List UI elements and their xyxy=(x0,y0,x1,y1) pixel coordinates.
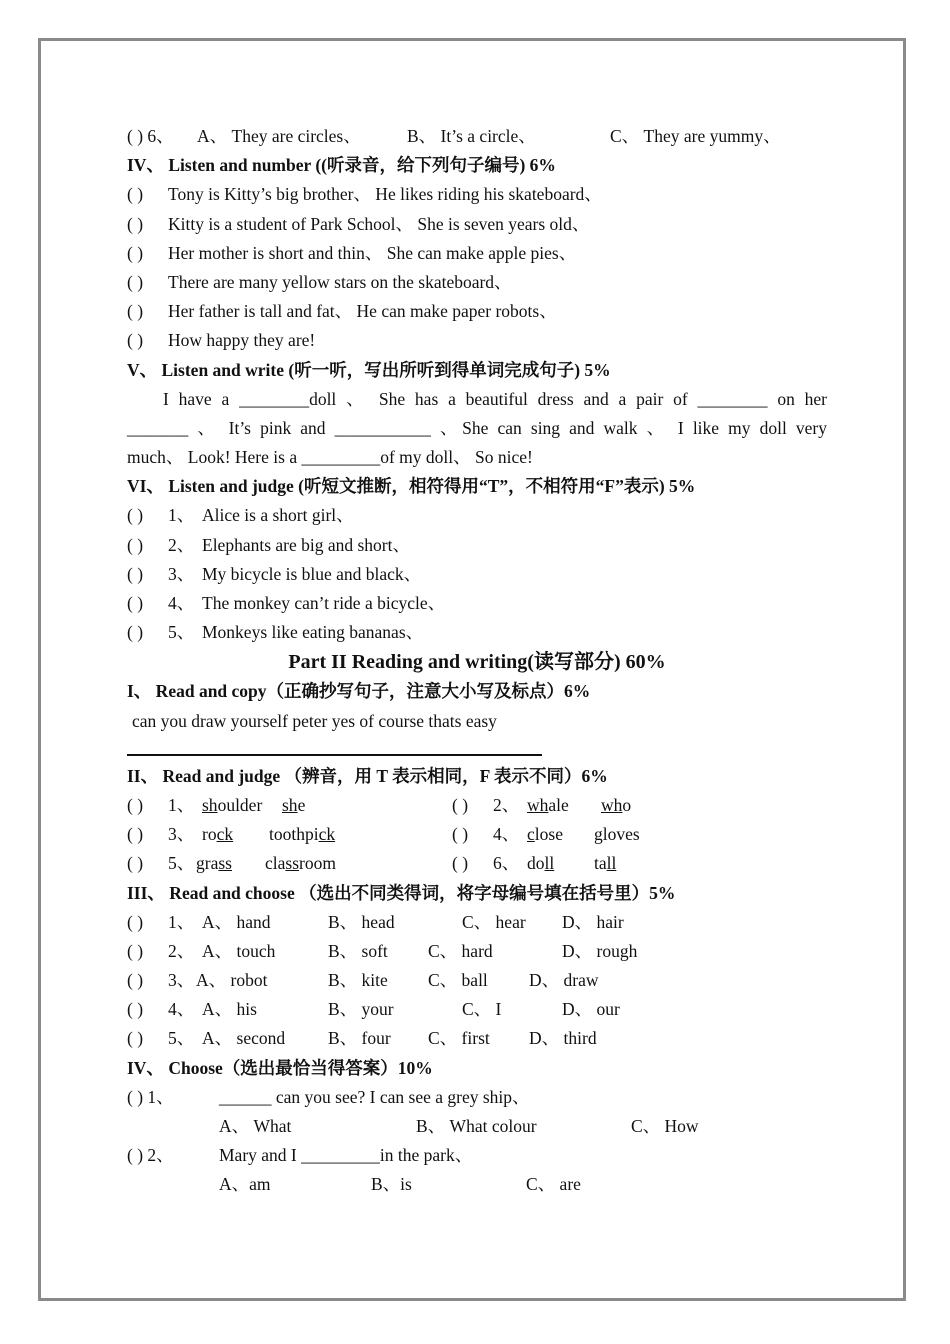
option-a: A、 They are circles、 xyxy=(197,126,361,146)
answer-paren: ( ) xyxy=(127,242,144,263)
question-text: ______ can you see? I can see a grey ship、 xyxy=(219,1086,530,1107)
item-text: Her mother is short and thin、 She can make apple pies、 xyxy=(168,242,577,263)
item-text: Tony is Kitty’s big brother、 He likes riding his skateboard、 xyxy=(168,184,602,205)
word-part: o xyxy=(622,794,632,815)
option-d: D、 rough xyxy=(562,940,638,961)
item-number: 4、 xyxy=(493,824,520,845)
option-c: C、 hard xyxy=(428,940,493,961)
item-text: Kitty is a student of Park School、 She is seven years old、 xyxy=(168,213,590,234)
option-a: A、 hand xyxy=(202,911,271,932)
word-part: loves xyxy=(602,824,640,845)
item-number: 3、 xyxy=(168,970,195,991)
option-d: D、 hair xyxy=(562,911,624,932)
list-item xyxy=(127,531,827,560)
option-b: B、 kite xyxy=(328,970,388,991)
question-row xyxy=(127,1083,827,1112)
word-part: gra xyxy=(196,853,219,874)
option-b: B、 head xyxy=(328,911,395,932)
answer-paren: ( ) xyxy=(452,794,469,815)
option-a: A、 What xyxy=(219,1116,292,1136)
option-b: B、is xyxy=(371,1174,412,1195)
word-2 xyxy=(594,820,640,849)
section-title-read-choose: III、 Read and choose （选出不同类得词，将字母编号填在括号里）5% xyxy=(127,882,676,903)
option-c: C、 ball xyxy=(428,970,488,991)
list-item xyxy=(127,589,827,618)
section-title-listen-judge: VI、 Listen and judge (听短文推断，相符得用“T”，不相符用“F”表示) 5% xyxy=(127,476,696,497)
section-title-listen-number: IV、 Listen and number ((听录音，给下列句子编号) 6% xyxy=(127,155,556,176)
table-row xyxy=(127,1024,827,1053)
answer-paren: ( ) 2、 xyxy=(127,1145,174,1166)
worksheet-content xyxy=(127,122,827,1200)
word-2 xyxy=(269,820,335,849)
word-part: cla xyxy=(265,853,286,874)
table-row xyxy=(127,908,827,937)
underlined-letters: sh xyxy=(202,794,218,815)
word-2 xyxy=(594,849,616,878)
word-2 xyxy=(601,791,631,820)
item-number: 1、 xyxy=(168,505,195,526)
question-row xyxy=(127,1141,827,1170)
underlined-letters: wh xyxy=(527,794,549,815)
answer-paren: ( ) xyxy=(452,853,469,874)
writing-line xyxy=(127,736,827,762)
underlined-letters: ck xyxy=(318,824,336,845)
section-title-read-copy: I、 Read and copy（正确抄写句子，注意大小写及标点）6% xyxy=(127,681,591,702)
list-item xyxy=(127,180,827,209)
item-number: 1、 xyxy=(168,794,195,815)
option-d: D、 draw xyxy=(529,970,599,991)
list-item xyxy=(127,560,827,589)
word-part: ale xyxy=(548,794,569,815)
answer-paren: ( ) xyxy=(127,824,144,845)
options-row xyxy=(127,1112,827,1141)
item-text: Her father is tall and fat、 He can make paper robots、 xyxy=(168,301,557,322)
item-number: 4、 xyxy=(168,999,195,1020)
underlined-letters: g xyxy=(594,824,603,845)
section-title-choose: IV、 Choose（选出最恰当得答案）10% xyxy=(127,1057,433,1078)
word-part: room xyxy=(299,853,336,874)
word-part: ro xyxy=(202,824,217,845)
answer-paren: ( ) xyxy=(452,824,469,845)
table-row xyxy=(127,995,827,1024)
answer-paren: ( ) xyxy=(127,853,144,874)
list-item xyxy=(127,268,827,297)
answer-paren: ( ) xyxy=(127,563,144,584)
answer-paren: ( ) xyxy=(127,271,144,292)
item-text: How happy they are! xyxy=(168,330,316,351)
word-part: toothpi xyxy=(269,824,319,845)
word-2 xyxy=(265,849,336,878)
option-b: B、 It’s a circle、 xyxy=(407,126,536,146)
option-b: B、 What colour xyxy=(416,1116,537,1136)
item-number: 3、 xyxy=(168,824,195,845)
word-1 xyxy=(527,791,569,820)
word-part: lose xyxy=(534,824,563,845)
underlined-letters: ss xyxy=(218,853,232,874)
option-a: A、am xyxy=(219,1174,271,1195)
option-b: B、 your xyxy=(328,999,394,1020)
underlined-letters: ll xyxy=(544,853,555,874)
list-item xyxy=(127,501,827,530)
answer-paren: ( ) xyxy=(127,213,144,234)
word-1 xyxy=(196,849,232,878)
item-number: 3、 xyxy=(168,563,195,584)
option-b: B、 four xyxy=(328,1028,391,1049)
answer-paren: ( ) xyxy=(127,794,144,815)
item-text: There are many yellow stars on the skateboard、 xyxy=(168,271,512,292)
item-text: Alice is a short girl、 xyxy=(202,505,354,526)
option-a: A、 his xyxy=(202,999,257,1020)
table-row xyxy=(127,849,827,878)
list-item xyxy=(127,239,827,268)
option-c: C、 How xyxy=(631,1116,699,1136)
question-text: Mary and I _________in the park、 xyxy=(219,1145,473,1166)
listening-q6 xyxy=(127,122,827,151)
answer-paren: ( ) xyxy=(127,999,144,1020)
answer-paren: ( ) xyxy=(127,940,144,961)
item-text: My bicycle is blue and black、 xyxy=(202,563,422,584)
option-a: A、 robot xyxy=(196,970,268,991)
answer-paren: ( ) xyxy=(127,593,144,613)
underlined-letters: sh xyxy=(282,794,298,815)
item-number: 4、 xyxy=(168,593,195,613)
item-number: 5、 xyxy=(168,622,195,643)
underlined-letters: wh xyxy=(601,794,623,815)
section-title-listen-write: V、 Listen and write (听一听，写出所听到得单词完成句子) 5% xyxy=(127,359,611,380)
item-text: Elephants are big and short、 xyxy=(202,534,411,555)
answer-paren: ( ) xyxy=(127,622,144,643)
answer-paren: ( ) xyxy=(127,505,144,526)
option-c: C、 hear xyxy=(462,911,526,932)
item-number: 2、 xyxy=(168,940,195,961)
option-d: D、 third xyxy=(529,1028,597,1049)
option-a: A、 second xyxy=(202,1028,286,1049)
list-item xyxy=(127,326,827,355)
underlined-letters: ss xyxy=(285,853,300,874)
word-1 xyxy=(527,849,554,878)
item-text: The monkey can’t ride a bicycle、 xyxy=(202,593,446,613)
underlined-letters: c xyxy=(527,824,535,845)
item-number: 2、 xyxy=(493,794,520,815)
list-item xyxy=(127,618,827,647)
answer-paren: ( ) xyxy=(127,1028,144,1049)
answer-paren: ( ) xyxy=(127,301,144,322)
word-part: e xyxy=(297,794,306,815)
answer-paren: ( ) 1、 xyxy=(127,1086,174,1107)
underlined-letters: ck xyxy=(216,824,234,845)
word-1 xyxy=(202,791,262,820)
option-d: D、 our xyxy=(562,999,620,1020)
table-row xyxy=(127,937,827,966)
item-number: 6、 xyxy=(493,853,520,874)
fill-blank-line: much、 Look! Here is a _________of my doll、 So nice! xyxy=(127,447,533,468)
word-2 xyxy=(282,791,305,820)
list-item xyxy=(127,297,827,326)
word-part: do xyxy=(527,853,545,874)
option-c: C、 They are yummy、 xyxy=(610,126,781,146)
word-1 xyxy=(202,820,233,849)
item-number: 5、 xyxy=(168,1028,195,1049)
word-part: ta xyxy=(594,853,607,874)
item-text: Monkeys like eating bananas、 xyxy=(202,622,424,643)
item-number: 2、 xyxy=(168,534,195,555)
fill-blank-line: I have a ________doll 、 She has a beautiful dress and a pair of ________ on her xyxy=(163,388,827,409)
option-c: C、 first xyxy=(428,1028,490,1049)
fill-blank-line: _______ 、 It’s pink and ___________ 、She can sing and walk 、 I like my doll very xyxy=(127,417,827,438)
word-part: oulder xyxy=(217,794,263,815)
option-c: C、 I xyxy=(462,999,502,1020)
table-row xyxy=(127,820,827,849)
answer-paren: ( ) xyxy=(127,184,144,205)
table-row xyxy=(127,791,827,820)
answer-paren: ( ) xyxy=(127,911,144,932)
item-number: 1、 xyxy=(168,911,195,932)
part-title: Part II Reading and writing(读写部分) 60% xyxy=(288,651,666,674)
word-1 xyxy=(527,820,563,849)
copy-sentence: can you draw yourself peter yes of course thats easy xyxy=(132,710,497,731)
table-row xyxy=(127,966,827,995)
answer-paren: ( ) xyxy=(127,534,144,555)
list-item xyxy=(127,210,827,239)
answer-paren: ( ) xyxy=(127,330,144,351)
section-title-read-judge: II、 Read and judge （辨音，用 T 表示相同，F 表示不同）6% xyxy=(127,765,608,786)
item-number: 5、 xyxy=(168,853,195,874)
underlined-letters: ll xyxy=(606,853,617,874)
option-b: B、 soft xyxy=(328,940,388,961)
options-row xyxy=(127,1170,827,1199)
answer-paren: ( ) xyxy=(127,970,144,991)
option-c: C、 are xyxy=(526,1174,581,1195)
answer-paren: ( ) 6、 xyxy=(127,126,174,146)
option-a: A、 touch xyxy=(202,940,276,961)
